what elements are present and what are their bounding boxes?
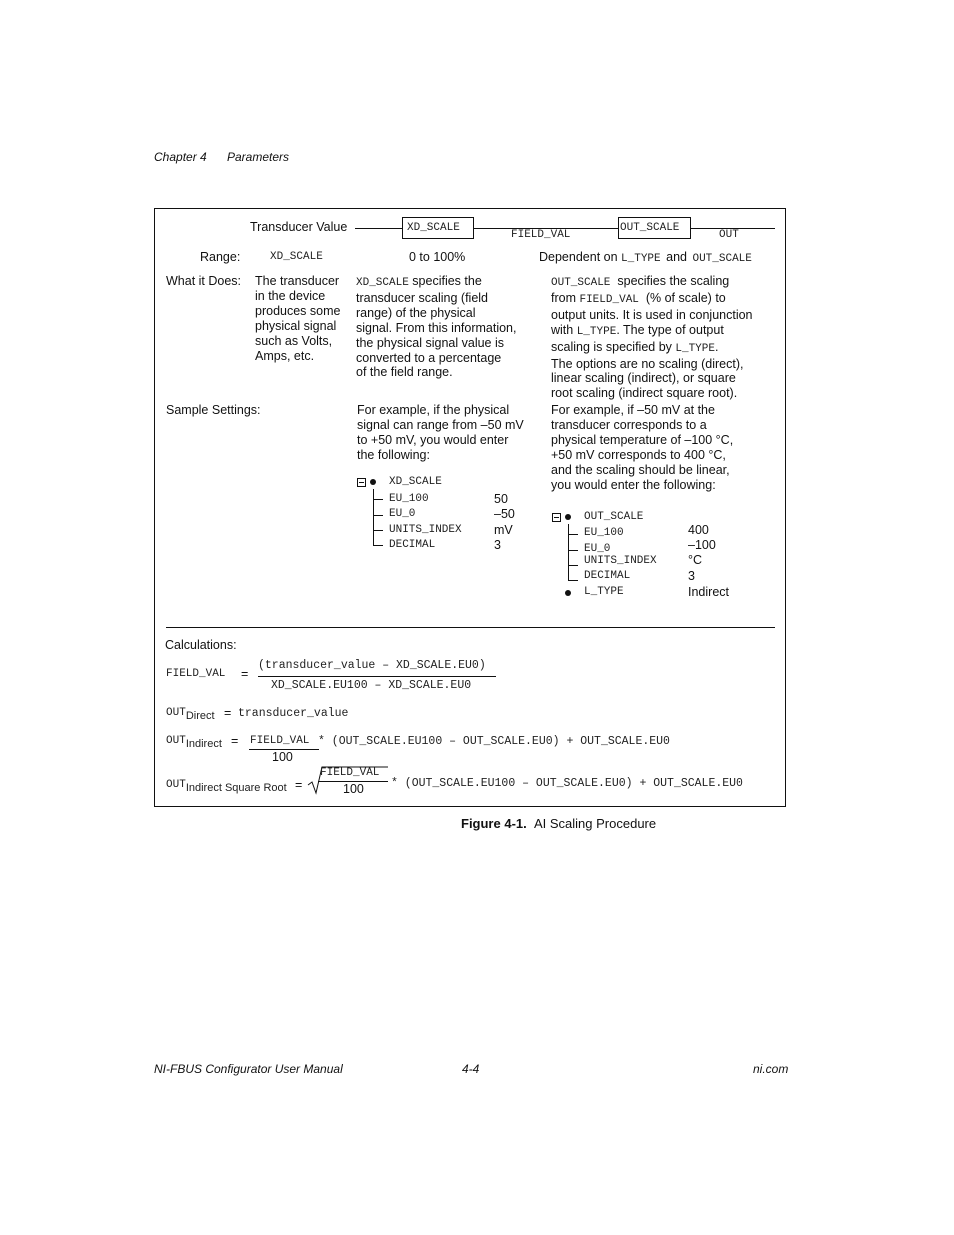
tree1-branch [373,530,383,531]
formula1-equals: = [241,667,249,681]
formula4-numerator: FIELD_VAL [320,767,380,779]
tree1-item-name: EU_100 [389,493,429,505]
out-scale-box-label: OUT_SCALE [620,222,680,234]
sample-col2-text: For example, if the physical signal can range from –50 mV to +50 mV, you would enter the following: [357,403,524,462]
calculations-label: Calculations: [165,638,237,652]
what-it-does-label: What it Does: [166,274,242,288]
footer-manual-title: NI-FBUS Configurator User Manual [154,1062,343,1076]
tree2-item-name: EU_100 [584,527,624,539]
field-val-label: FIELD_VAL [511,229,571,241]
formula3-denominator: 100 [272,750,293,764]
header-chapter: Chapter 4 [154,150,207,164]
figure-divider [166,627,775,628]
tree1-item-name: EU_0 [389,508,416,520]
sample-col3-text: For example, if –50 mV at the transducer corresponds to a physical temperature of –100 °C, +50 mV corresponds to 400 °C, and the scaling should be linear, you would enter the following: [551,403,734,492]
formula4-rhs: * (OUT_SCALE.EU100 – OUT_SCALE.EU0) + OUT_SCALE.EU0 [391,777,743,790]
formula4-denominator: 100 [343,782,364,796]
formula1-denominator: XD_SCALE.EU100 – XD_SCALE.EU0 [271,679,472,692]
tree2-branch [568,565,578,566]
what-it-does-col2: XD_SCALE specifies the transducer scaling (field range) of the physical signal. From this information, the physical signal value is converted to a percentage of the field range. [356,274,517,380]
tree1-item-value: –50 [494,507,515,521]
header-section: Parameters [227,150,290,164]
bullet-icon [370,479,376,485]
tree2-item-value: –100 [688,538,716,552]
tree2-branch [568,550,578,551]
formula2-lhs: OUTDirect [166,707,215,722]
flow-line-1 [355,228,403,229]
formula1-lhs: FIELD_VAL [166,668,226,680]
tree2-item-name: EU_0 [584,543,611,555]
collapse-icon[interactable] [552,513,561,522]
tree2-extra-name: L_TYPE [584,586,624,598]
what-it-does-col3: OUT_SCALE specifies the scaling from FIELD_VAL (% of scale) to output units. It is used in conjunction with L_TYPE. The type of output scaling is specified by L_TYPE. The options are no scaling (direct), linear scaling (indirect), or square root scaling (indirect square root). [551,274,753,401]
tree2-root: OUT_SCALE [584,511,644,523]
xd-scale-box-label: XD_SCALE [407,222,460,234]
range-col3: Dependent on L_TYPE and OUT_SCALE [539,250,752,265]
range-col1: XD_SCALE [270,251,323,263]
collapse-icon[interactable] [357,478,366,487]
tree1-root: XD_SCALE [389,476,442,488]
figure-caption: Figure 4-1. AI Scaling Procedure [461,816,657,831]
tree2-extra-value: Indirect [688,585,729,599]
tree1-branch [373,545,383,546]
formula2-equals: = [224,706,232,720]
out-label: OUT [719,229,739,241]
tree1-item-name: UNITS_INDEX [389,524,462,536]
tree1-item-value: 3 [494,538,501,552]
formula4-lhs: OUTIndirect Square Root [166,779,287,794]
tree2-item-name: DECIMAL [584,570,631,582]
tree2-branch [568,534,578,535]
formula1-numerator: (transducer_value – XD_SCALE.EU0) [258,659,486,672]
formula3-rhs: * (OUT_SCALE.EU100 – OUT_SCALE.EU0) + OUT_SCALE.EU0 [318,735,670,748]
tree1-branch [373,515,383,516]
formula3-numerator: FIELD_VAL [250,735,310,747]
tree2-branch [568,580,578,581]
what-it-does-col1: The transducer in the device produces some physical signal such as Volts, Amps, etc. [255,274,341,363]
tree2-item-name: UNITS_INDEX [584,555,657,567]
formula3-lhs: OUTIndirect [166,735,222,750]
tree1-trunk [373,489,374,546]
tree1-item-value: mV [494,523,513,537]
tree1-item-name: DECIMAL [389,539,436,551]
tree2-item-value: 3 [688,569,695,583]
bullet-icon [565,590,571,596]
sample-settings-label: Sample Settings: [166,403,261,417]
range-label: Range: [200,250,241,264]
tree1-branch [373,499,383,500]
tree1-item-value: 50 [494,492,508,506]
range-col2: 0 to 100% [409,250,466,264]
formula3-equals: = [231,734,239,748]
tree2-trunk [568,524,569,581]
tree2-item-value: °C [688,553,703,567]
tree2-item-value: 400 [688,523,709,537]
formula1-fraction-bar [258,676,496,677]
formula4-equals: = [295,778,303,792]
footer-page-number: 4-4 [462,1062,480,1076]
formula2-rhs: transducer_value [238,707,349,720]
transducer-value-label: Transducer Value [250,220,348,234]
footer-website: ni.com [753,1062,789,1076]
bullet-icon [565,514,571,520]
